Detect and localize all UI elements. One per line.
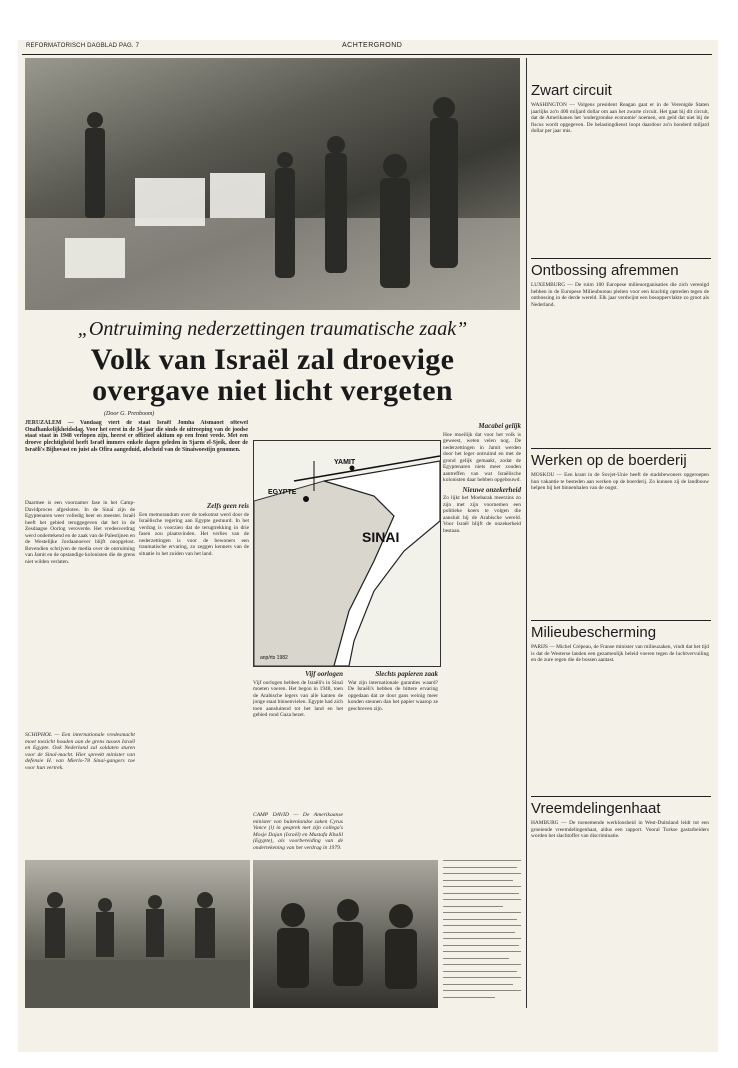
map-label-egypte: EGYPTE [268, 489, 297, 496]
sidebar-body-ontbossing: LUXEMBURG — De ruim 100 Europese milieuorganisaties die zich verenigd hebben in de Europese Milieubureau pleiten voor een krachtig optreden tegen de ontbossing in de derde wereld. Elk jaar verdwijnt een bosoppervlakte zo groot als Nederland. [531, 282, 709, 308]
article-body-2: Een memorandum over de toekomst werd door de Israëlische regering aan Egypte gestuurd. In het verdrag is voorzien dat de terugtrekking in drie fasen zou plaatsvinden. Het verlies van de nederzettingen is voor de bewoners een traumatische ervaring, zo zeggen kenners van de situatie in het zuiden van het land. [139, 511, 249, 557]
sidebar-title-ontbossing: Ontbossing afremmen [531, 262, 679, 279]
subheadline: „Ontruiming nederzettingen traumatische zaak” [77, 318, 468, 340]
article-body-4: Hoe moeilijk dat voor het volk is geweest, weten velen nog. De nederzettingen in Jamit werden door het leger ontruimd en met de grond gelijk gemaakt, zodat de Egyptenaren niets meer zouden aantreffen van wat Israëlische kolonisten daar hebben opgebouwd. [443, 431, 521, 483]
headline [25, 344, 520, 406]
masthead [22, 41, 712, 53]
article-body-1: Daarmee is een voornamer fase in het Camp-Davidproces afgesloten. In de Sinaï zijn de Egyptenaren weer volledig heer en meester. Israël heeft het gebied teruggegeven dat het in de Zesdaagse Oorlog veroverde. Het vredesverdrag werd ondertekend en de zaak van de Palestijnen en de Westelijke Jordaanoever blijft onopgelost. Bovendien schrijven de media over de ontruiming van Jamit en de opstandige kolonisten die de grens niet wilden verlaten. [25, 500, 135, 565]
sinai-map [253, 440, 441, 667]
sidebar-title-werken-boerderij: Werken op de boerderij [531, 452, 687, 469]
article-body-3: Vijf oorlogen hebben de Israëli's in Sinaï moeten voeren. Het begon in 1948, toen de Arabische legers van alle kanten de jonge staat binnenvielen. Egypte had zich toen aansluitend tot het land en het gebied rond Gaza bezet. [253, 679, 343, 718]
sidebar-title-milieubescherming: Milieubescherming [531, 624, 657, 641]
masthead-section: ACHTERGROND [342, 42, 403, 49]
photo-soldiers-schiphol [25, 860, 250, 1008]
article-column-2 [139, 500, 249, 728]
map-credit: anp/rts 1982 [260, 655, 288, 661]
sidebar-body-milieubescherming: PARIJS — Michel Crépeau, de Franse minister van milieuzaken, vindt dat het tijd is dat de Westerse landen een gezamenlijk beleid voeren tegen de luchtvervuiling en de zure regen die de bossen aantast. [531, 644, 709, 663]
sidebar-rule-1 [531, 258, 711, 259]
article-lede: JERUZALEM — Vandaag viert de staat Israël Jomha Atsmaoet oftewel Onafhankelijkheidsdag. Voor het eerst in de 34 jaar die sinds de uitroeping van de joodse staat staat in 1948 verlopen zijn, heerst er officieel aktium op een front vrede. Met een droeve plechtigheid heeft Israël immers enkele dagen geleden in Sjarm el-Sjeik, door de Israëli's Bijhovast en juist als Ofira aangeduid, afscheid van de Sinaiwoestijn genomen. [25, 420, 248, 453]
article-column-5 [443, 420, 521, 720]
masthead-paper-name: REFORMATORISCH DAGBLAD PAG. 7 [26, 43, 140, 49]
photo-camp-david-meeting [253, 860, 438, 1008]
article-column-5-continued [443, 860, 521, 1008]
sidebar-body-vreemdelingenhaat: HAMBURG — De toenemende werkloosheid in West-Duitsland leidt tot een groeiende vreemdelingenhaat, aldus een rapport. Vooral Turkse gastarbeiders worden het slachtoffer van discriminatie. [531, 820, 709, 839]
headline-line-1: Volk van Israël zal droevige [90, 343, 455, 376]
article-body-5: Wat zijn internationale garanties waard? De Israëli's hebben de bittere ervaring opgedaan dat ze door gans weinig meer konden steunen dan het papier waarop ze geschreven zijn. [348, 679, 438, 712]
sidebar-rule-4 [531, 796, 711, 797]
masthead-rule [22, 54, 712, 55]
sidebar-rule-3 [531, 620, 711, 621]
sidebar-title-vreemdelingenhaat: Vreemdelingenhaat [531, 800, 661, 817]
article-column-3 [253, 668, 343, 808]
sidebar-body-zwart-circuit: WASHINGTON — Volgens president Reagan gaat er in de Verenigde Staten jaarlijks zo'n 400 miljard dollar om aan het zwarte circuit. Het gaat bij dit circuit, dat de Amerikanen het 'ondergrondse economie' noemen, om geld dat niet bij de fiscus wordt opgegeven. De belastingdienst loopt daardoor zo'n honderd miljard dollar per jaar mis. [531, 102, 709, 134]
main-photo-soldiers-with-flags [25, 58, 520, 310]
article-subhead-2: Vijf oorlogen [305, 670, 343, 678]
caption-camp-david: CAMP DAVID — De Amerikaanse minister van buitenlandse zaken Cyrus Vance (l) in gesprek met zijn collega's Mosje Dajan (Israël) en Mustafa Khalil (Egypte), als voorbereiding van de ondertekening van het verdrag in 1979. [253, 812, 343, 851]
sidebar-divider [526, 58, 527, 1008]
article-column-1 [25, 500, 135, 728]
article-subhead-3: Macabei gelijk [478, 422, 521, 430]
byline: (Door G. Prenboom) [104, 411, 155, 417]
sidebar-body-werken-boerderij: MOSKOU — Een krant in de Sovjet-Unie heeft de stadsbewoners opgeroepen hun vakantie te besteden aan werken op de boerderij. Zo kunnen zij de landbouw helpen bij het binnenhalen van de oogst. [531, 472, 709, 491]
map-label-sinai: SINAI [362, 529, 400, 545]
sidebar-rule-2 [531, 448, 711, 449]
map-label-yamit: YAMIT [334, 459, 356, 466]
article-subhead-1: Zelfs geen reis [207, 502, 249, 510]
sidebar-title-zwart-circuit: Zwart circuit [531, 82, 612, 99]
headline-line-2: overgave niet licht vergeten [92, 374, 453, 407]
caption-schiphol: SCHIPHOL — Een internationale vredesmacht moet toezicht houden aan de grens tussen Israël en Egypte. Ook Nederland zal soldaten sturen voor de Sinaï-macht. Hier spreekt minister van defensie H. van Mierlo-78 Sinai-gangers toe voor hun vertrek. [25, 732, 135, 771]
article-subhead-5: Nieuwe onzekerheid [462, 485, 521, 494]
article-column-4 [348, 668, 438, 858]
article-body-6: Zo lijkt het Moebarak meerzins zo zijn met zijn voornemen een politieke koers te volgen die aansluit bij de Arabische wereld. Voor Israël blijft de onzekerheid bestaan. [443, 495, 521, 534]
article-subhead-4: Slechts papieren zaak [375, 670, 438, 678]
